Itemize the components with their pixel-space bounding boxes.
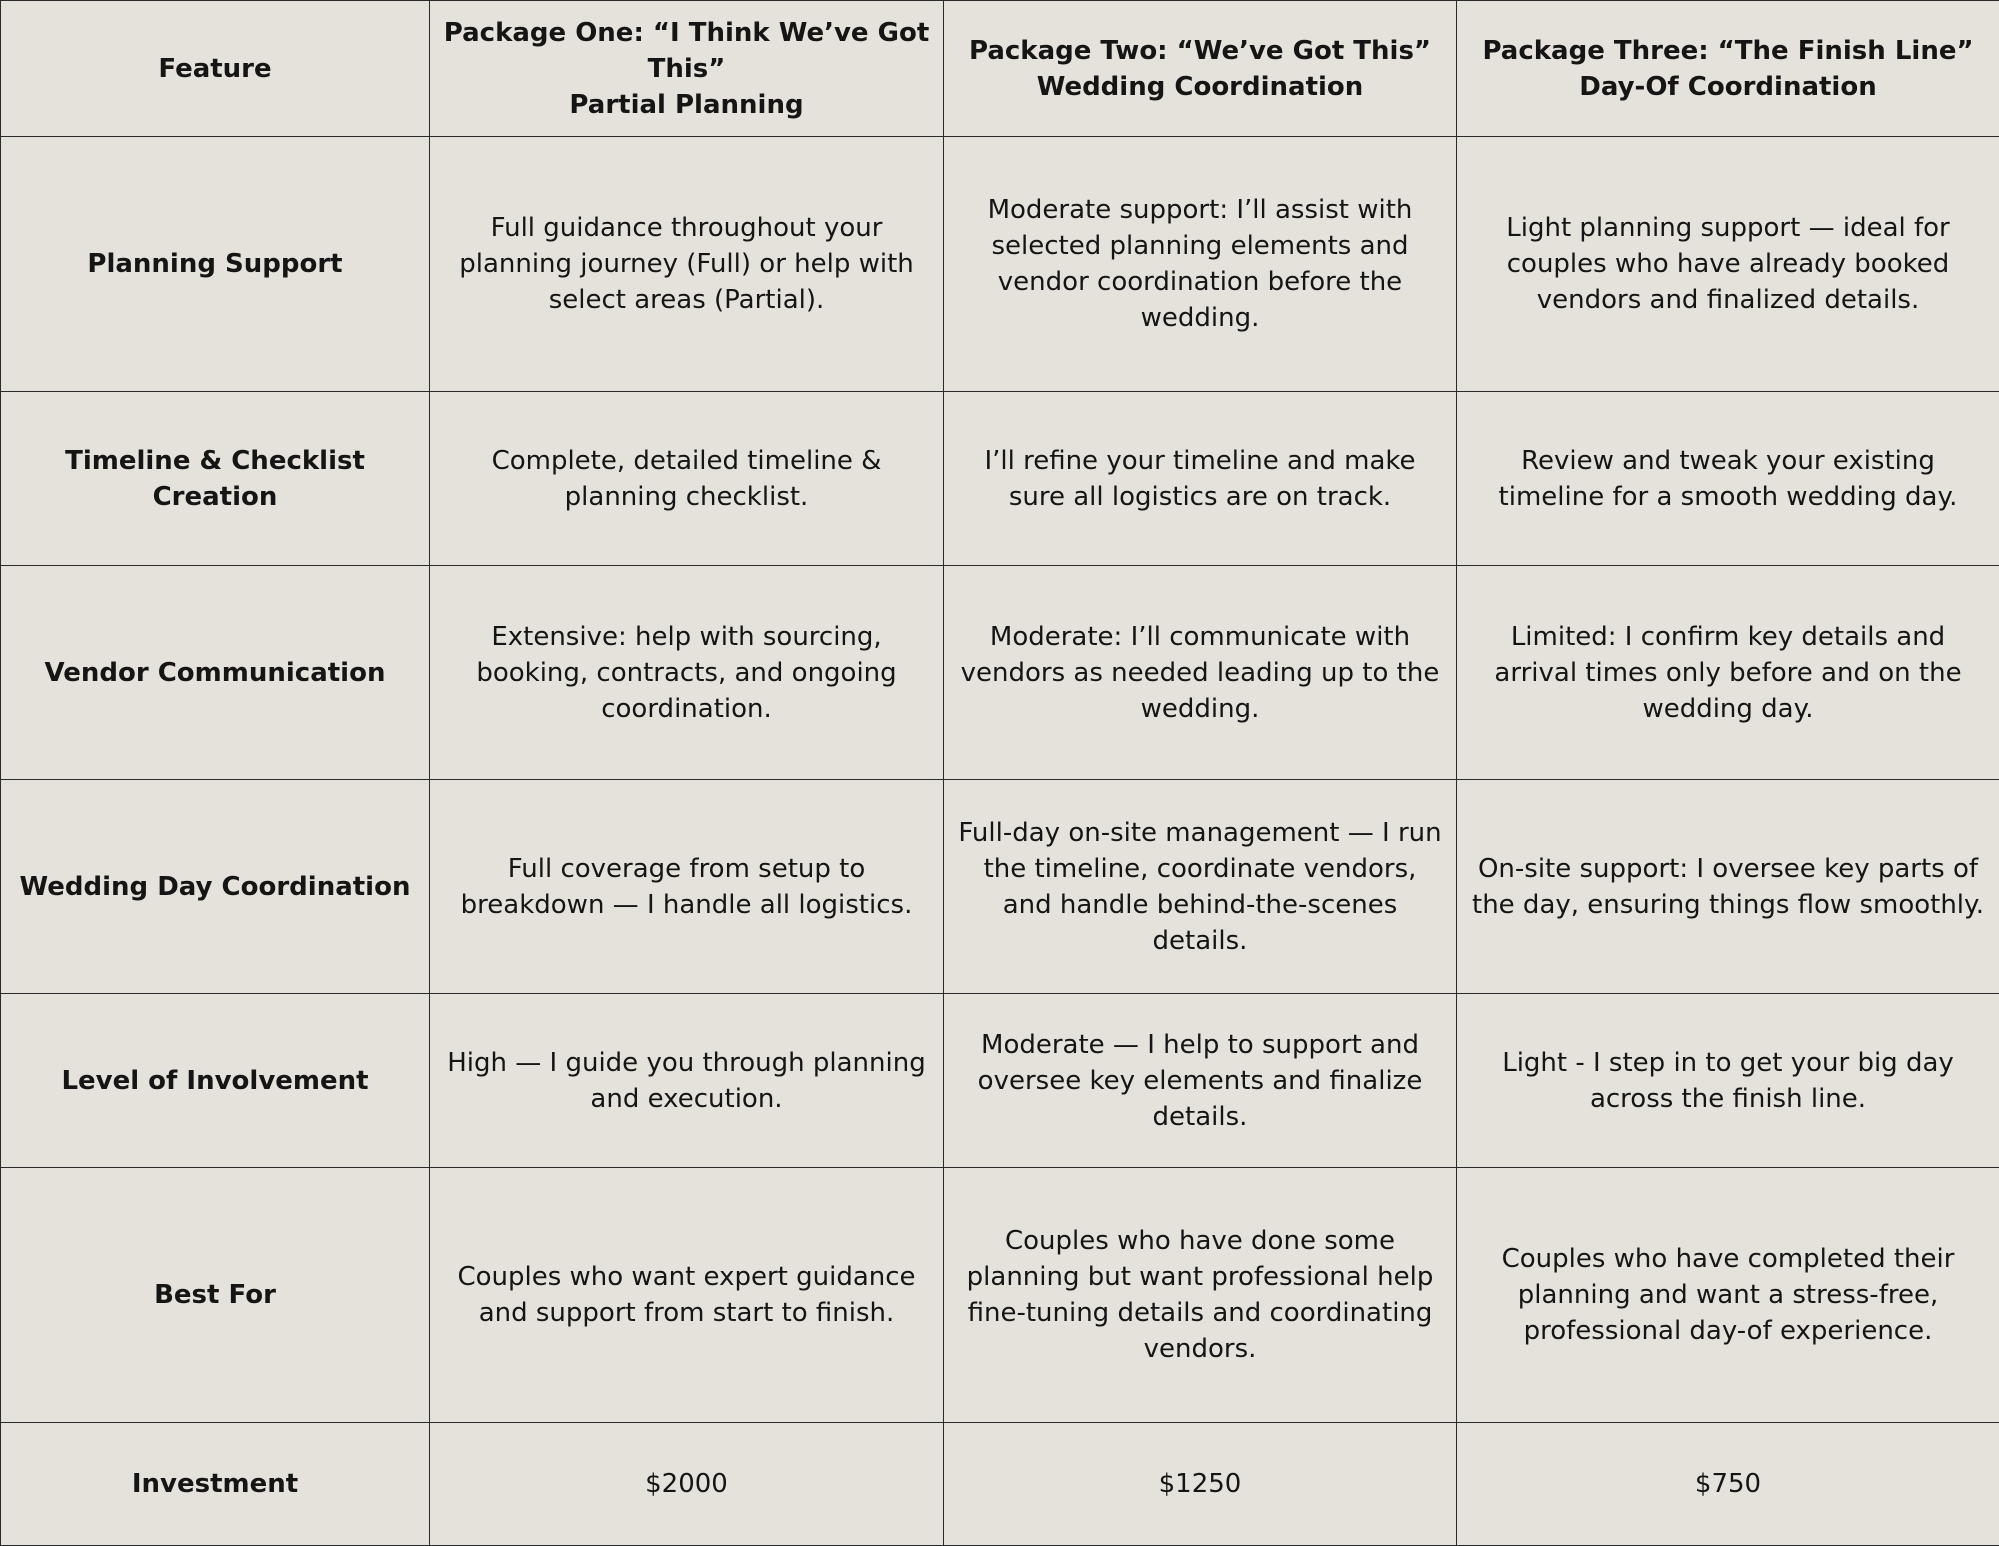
package-one-cell: High — I guide you through planning and execution. (430, 994, 944, 1168)
package-two-cell: Moderate support: I’ll assist with selected planning elements and vendor coordination before the wedding. (944, 137, 1457, 392)
package-three-cell: Review and tweak your existing timeline for a smooth wedding day. (1457, 392, 1999, 566)
feature-column-header (1, 1, 430, 137)
row-level-of-involvement (1, 994, 1999, 1168)
feature-label: Timeline & Checklist Creation (1, 392, 430, 566)
row-best-for (1, 1168, 1999, 1423)
package-one-cell: Full coverage from setup to breakdown — I handle all logistics. (430, 780, 944, 994)
feature-label: Vendor Communication (1, 566, 430, 780)
row-vendor-communication (1, 566, 1999, 780)
package-two-subtitle: Wedding Coordination (956, 69, 1444, 105)
package-one-cell: Full guidance throughout your planning journey (Full) or help with select areas (Partial). (430, 137, 944, 392)
package-three-cell: Couples who have completed their planning and want a stress-free, professional day-of experience. (1457, 1168, 1999, 1423)
package-one-cell: Couples who want expert guidance and support from start to finish. (430, 1168, 944, 1423)
feature-label: Best For (1, 1168, 430, 1423)
package-one-cell: Extensive: help with sourcing, booking, contracts, and ongoing coordination. (430, 566, 944, 780)
row-investment (1, 1423, 1999, 1546)
package-two-header (944, 1, 1457, 137)
feature-header-label: Feature (158, 54, 271, 84)
package-two-cell: I’ll refine your timeline and make sure all logistics are on track. (944, 392, 1457, 566)
package-one-title: Package One: “I Think We’ve Got This” (442, 15, 931, 87)
row-planning-support (1, 137, 1999, 392)
package-one-subtitle: Partial Planning (442, 87, 931, 123)
feature-label: Wedding Day Coordination (1, 780, 430, 994)
package-one-price: $2000 (430, 1423, 944, 1546)
package-three-cell: Limited: I confirm key details and arrival times only before and on the wedding day. (1457, 566, 1999, 780)
feature-label: Planning Support (1, 137, 430, 392)
package-three-title: Package Three: “The Finish Line” (1469, 33, 1987, 69)
feature-label: Investment (1, 1423, 430, 1546)
package-two-cell: Couples who have done some planning but want professional help fine-tuning details and coordinating vendors. (944, 1168, 1457, 1423)
package-one-cell: Complete, detailed timeline & planning checklist. (430, 392, 944, 566)
package-three-cell: On-site support: I oversee key parts of the day, ensuring things flow smoothly. (1457, 780, 1999, 994)
package-three-cell: Light - I step in to get your big day across the finish line. (1457, 994, 1999, 1168)
row-timeline-checklist (1, 392, 1999, 566)
package-two-title: Package Two: “We’ve Got This” (956, 33, 1444, 69)
header-row (1, 1, 1999, 137)
package-two-cell: Moderate: I’ll communicate with vendors as needed leading up to the wedding. (944, 566, 1457, 780)
package-three-header (1457, 1, 1999, 137)
package-three-subtitle: Day-Of Coordination (1469, 69, 1987, 105)
package-three-price: $750 (1457, 1423, 1999, 1546)
row-wedding-day-coordination (1, 780, 1999, 994)
package-two-price: $1250 (944, 1423, 1457, 1546)
package-two-cell: Moderate — I help to support and oversee key elements and finalize details. (944, 994, 1457, 1168)
feature-label: Level of Involvement (1, 994, 430, 1168)
package-three-cell: Light planning support — ideal for couples who have already booked vendors and finalized details. (1457, 137, 1999, 392)
package-one-header (430, 1, 944, 137)
package-two-cell: Full-day on-site management — I run the timeline, coordinate vendors, and handle behind-the-scenes details. (944, 780, 1457, 994)
